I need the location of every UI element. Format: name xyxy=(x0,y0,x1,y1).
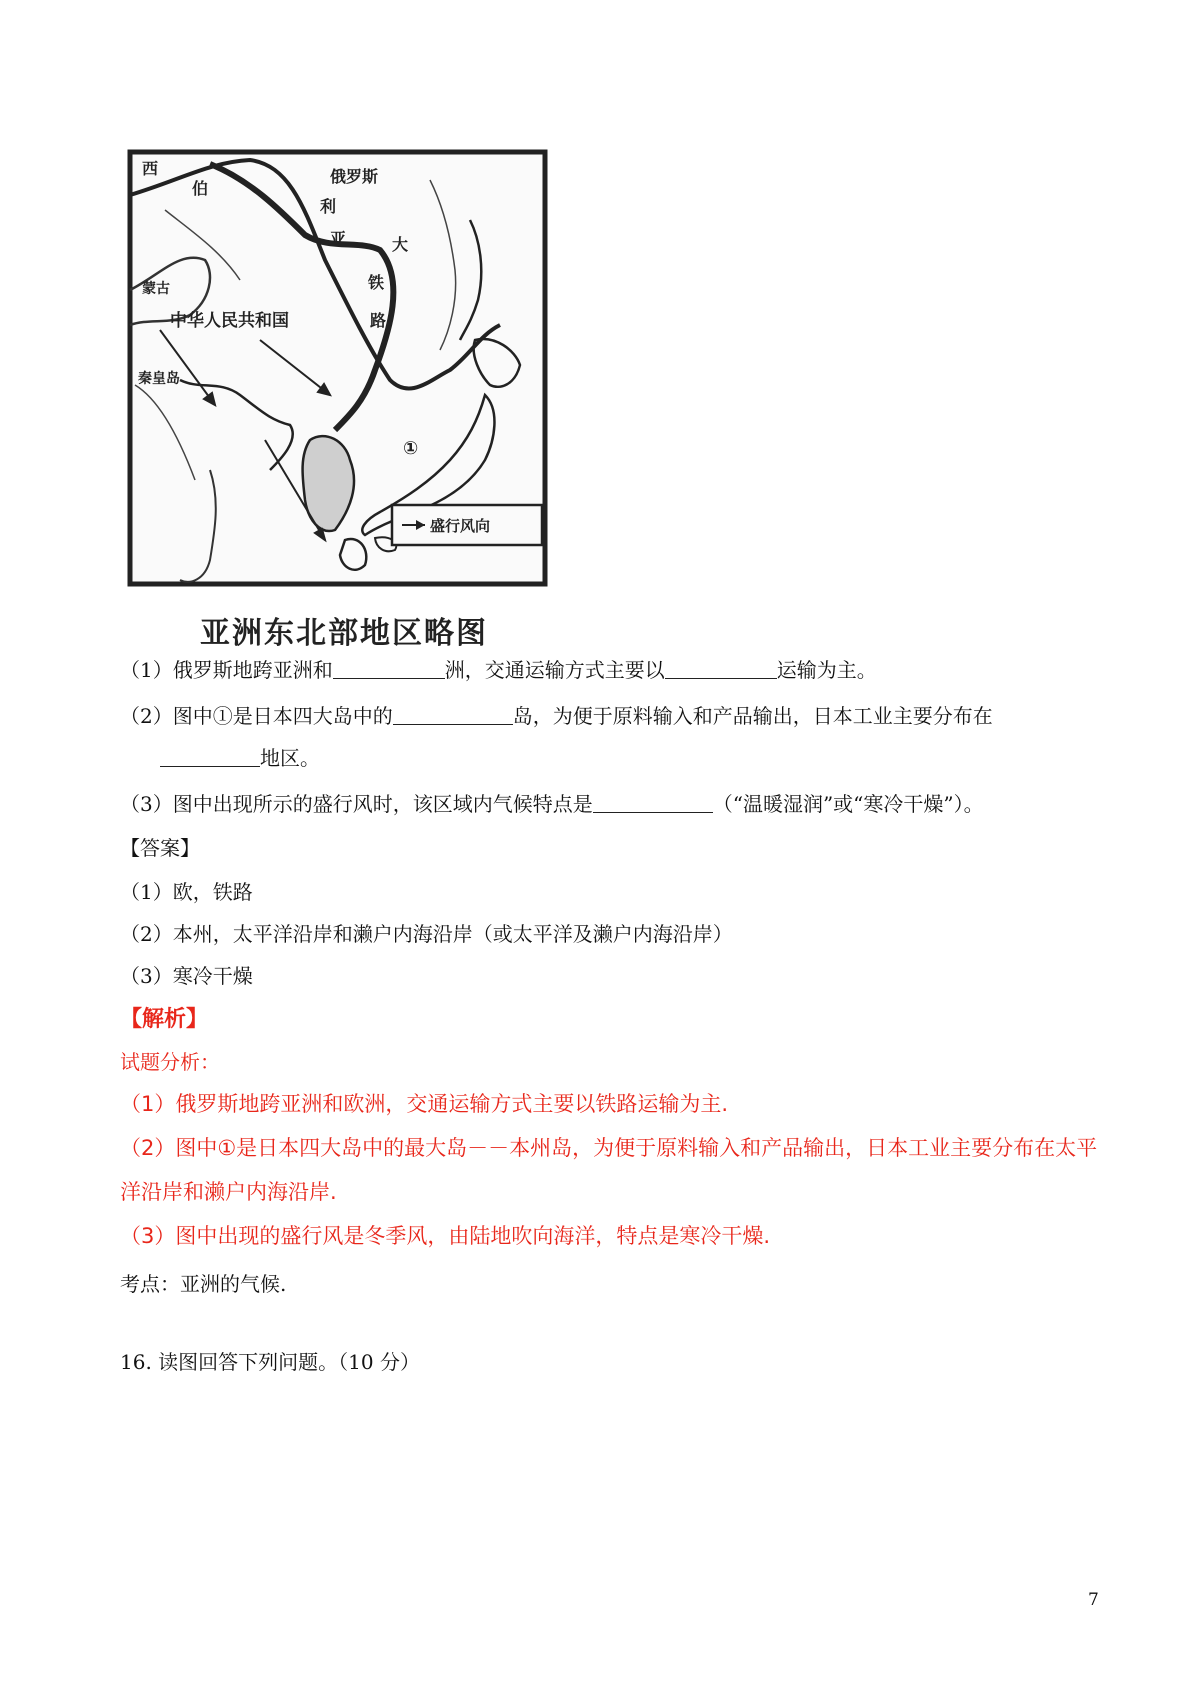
map-label-mongolia: 蒙古 xyxy=(142,281,170,297)
analysis-p1: （1）俄罗斯地跨亚洲和欧洲，交通运输方式主要以铁路运输为主. xyxy=(120,1092,729,1116)
next-question: 16. 读图回答下列问题。（10 分） xyxy=(120,1350,420,1374)
q1-blank-1[interactable] xyxy=(333,658,445,679)
answer-header: 【答案】 xyxy=(120,836,200,860)
map-label-ya: 亚 xyxy=(330,229,347,248)
question-2-cont xyxy=(160,744,320,772)
map-label-bo: 伯 xyxy=(192,179,209,198)
map-label-china: 中华人民共和国 xyxy=(170,311,289,331)
page-number: 7 xyxy=(1088,1590,1099,1610)
q2-blank-2[interactable] xyxy=(160,746,260,767)
q2-pre: （2）图中①是日本四大岛中的 xyxy=(120,704,393,728)
answer-2: （2）本州，太平洋沿岸和濑户内海沿岸（或太平洋及濑户内海沿岸） xyxy=(120,922,733,946)
map-caption: 亚洲东北部地区略图 xyxy=(200,616,488,651)
map-figure xyxy=(120,140,560,600)
analysis-p3: （3）图中出现的盛行风是冬季风，由陆地吹向海洋，特点是寒冷干燥. xyxy=(120,1224,771,1248)
analysis-p2a: （2）图中①是日本四大岛中的最大岛－－本州岛，为便于原料输入和产品输出，日本工业主要分布在太平 xyxy=(120,1136,1098,1160)
q2-mid: 岛，为便于原料输入和产品输出，日本工业主要分布在 xyxy=(512,704,993,728)
answer-1: （1）欧，铁路 xyxy=(120,880,253,904)
map-label-li: 利 xyxy=(320,197,337,216)
question-2 xyxy=(120,702,993,730)
kaodian: 考点：亚洲的气候. xyxy=(120,1272,287,1296)
map-label-lu: 路 xyxy=(370,311,387,330)
analysis-p2b: 洋沿岸和濑户内海沿岸. xyxy=(120,1180,337,1204)
map-label-qinghai: 秦皇岛 xyxy=(138,371,180,387)
analysis-header: 【解析】 xyxy=(120,1007,209,1032)
analysis-intro: 试题分析： xyxy=(120,1050,220,1074)
q1-post: 运输为主。 xyxy=(776,658,877,682)
question-3 xyxy=(120,790,984,818)
q2-blank-1[interactable] xyxy=(393,704,513,725)
q2-post: 地区。 xyxy=(260,746,320,770)
answer-3: （3）寒冷干燥 xyxy=(120,964,253,988)
map-label-da: 大 xyxy=(392,235,409,254)
q3-pre: （3）图中出现所示的盛行风时，该区域内气候特点是 xyxy=(120,792,593,816)
map-label-tie: 铁 xyxy=(368,273,385,292)
q3-post: （“温暖湿润”或“寒冷干燥”）。 xyxy=(712,792,984,816)
q1-mid: 洲，交通运输方式主要以 xyxy=(444,658,665,682)
map-label-russia: 俄罗斯 xyxy=(330,167,379,186)
q1-blank-2[interactable] xyxy=(665,658,777,679)
q3-blank-1[interactable] xyxy=(593,792,713,813)
question-1 xyxy=(120,656,877,684)
map-drawing xyxy=(120,140,560,600)
q1-pre: （1）俄罗斯地跨亚洲和 xyxy=(120,658,333,682)
map-label-circle-one: ① xyxy=(403,438,419,459)
map-label-west: 西 xyxy=(142,156,158,179)
map-legend-text: 盛行风向 xyxy=(430,517,491,535)
